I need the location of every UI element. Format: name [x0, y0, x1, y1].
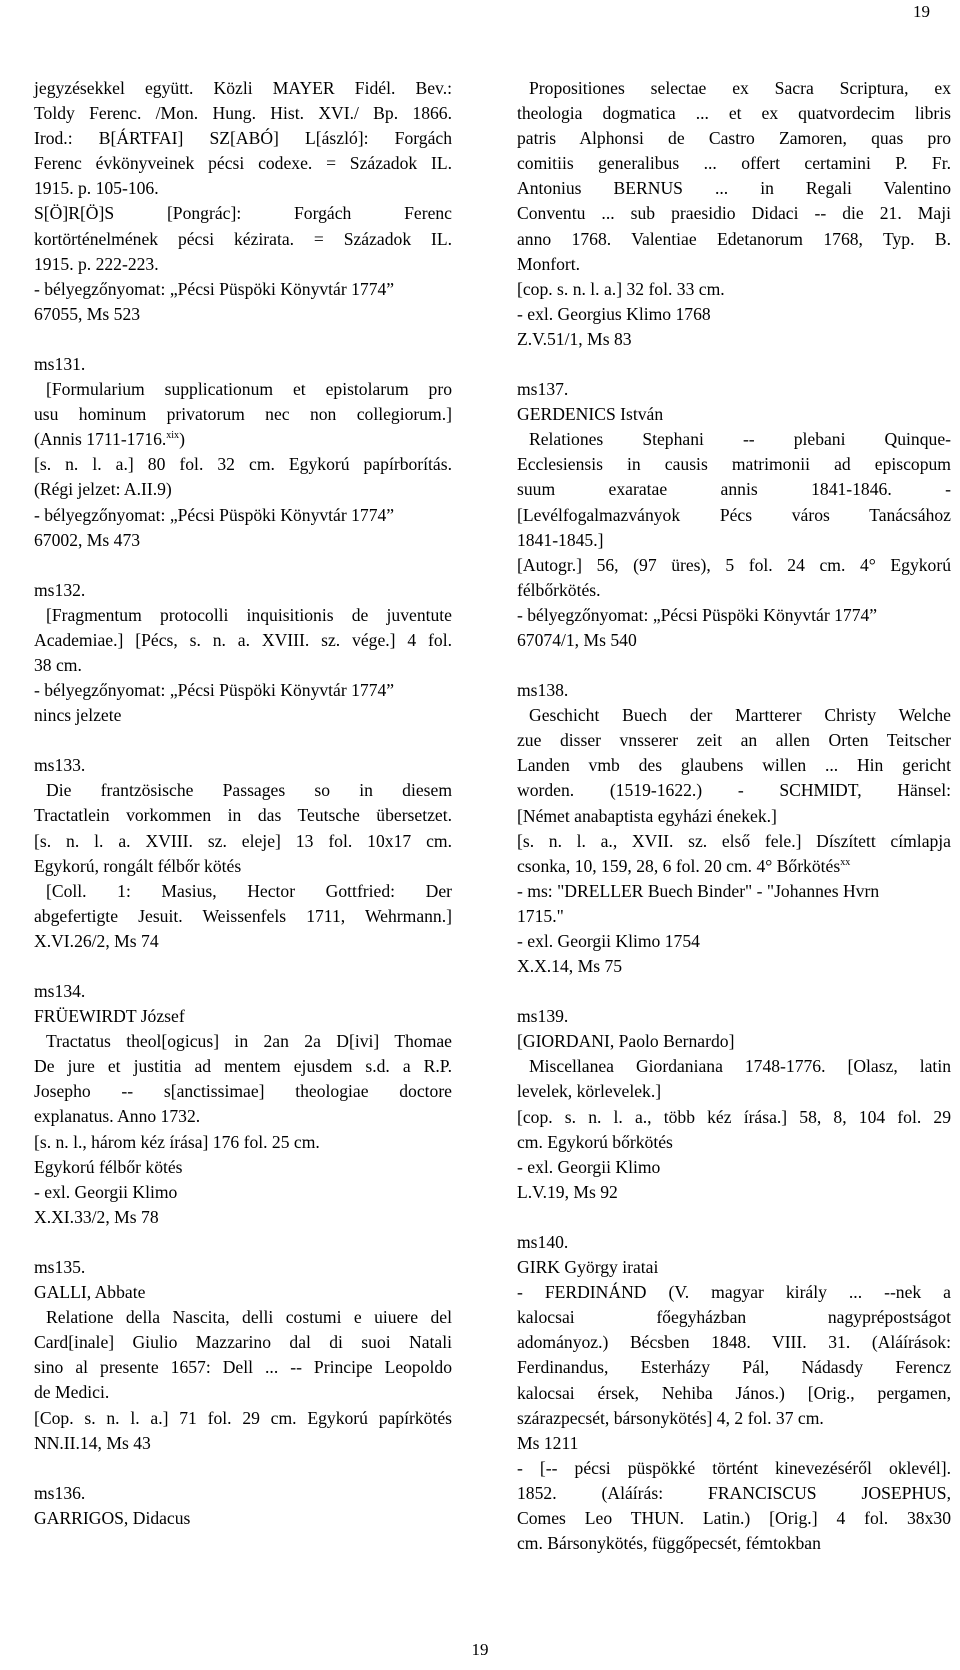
- text-line: kalocsai főegyházban nagyprépostságot: [517, 1307, 951, 1328]
- text-line: Tractatus theol[ogicus] in 2an 2a D[ivi] Thomae: [46, 1031, 452, 1052]
- text-line: adományoz.) Bécsben 1848. VIII. 31. (Aláírások:: [517, 1332, 951, 1353]
- text-line: Miscellanea Giordaniana 1748-1776. [Olasz, latin: [529, 1056, 951, 1077]
- entry-ms131: [34, 352, 452, 553]
- entry-ms136: [34, 1481, 452, 1531]
- text-line: Die frantzösische Passages so in diesem: [46, 780, 452, 801]
- text-line: Ferdinandus, Esterházy Pál, Nádasdy Ferencz: [517, 1357, 951, 1378]
- text-line: GIRK György iratai: [517, 1257, 659, 1278]
- entry-id: ms132.: [34, 579, 86, 600]
- text-line: 38 cm.: [34, 654, 82, 675]
- text-line: 67074/1, Ms 540: [517, 629, 637, 650]
- binding-text: csonka, 10, 159, 28, 6 fol. 20 cm. 4° Bőrkötés: [517, 855, 841, 876]
- text-line: comitiis generalibus ... offert certamini P. Fr.: [517, 153, 951, 174]
- text-line: - [-- pécsi püspökké történt kinevezéséről oklevél].: [517, 1457, 951, 1478]
- text-line: NN.II.14, Ms 43: [34, 1432, 151, 1453]
- text-line: [cop. s. n. l. a.] 32 fol. 33 cm.: [517, 278, 725, 299]
- text-line: [Autogr.] 56, (97 üres), 5 fol. 24 cm. 4° Egykorú: [517, 554, 951, 575]
- text-line: Toldy Ferenc. /Mon. Hung. Hist. XVI./ Bp. 1866.: [34, 103, 452, 124]
- text-line: X.VI.26/2, Ms 74: [34, 930, 159, 951]
- entry-ms140: [517, 1230, 951, 1556]
- entry-id: ms131.: [34, 353, 86, 374]
- text-line: - bélyegzőnyomat: „Pécsi Püspöki Könyvtár 1774”: [34, 680, 395, 701]
- text-line: Egykorú, rongált félbőr kötés: [34, 855, 242, 876]
- entry-id: ms133.: [34, 755, 86, 776]
- text-line: GALLI, Abbate: [34, 1282, 146, 1303]
- text-line: Tractatlein vorkommen in das Teutsche übersetzet.: [34, 805, 452, 826]
- text-line: [GIORDANI, Paolo Bernardo]: [517, 1031, 735, 1052]
- text-line: X.XI.33/2, Ms 78: [34, 1206, 159, 1227]
- entry-ms138: [517, 678, 951, 979]
- text-line: Landen vmb des glaubens willen ... Hin gericht: [517, 755, 951, 776]
- text-line: 1715.": [517, 905, 564, 926]
- text-line: Egykorú félbőr kötés: [34, 1156, 183, 1177]
- text-line: patris Alphonsi de Castro Zamoren, quas pro: [517, 128, 951, 149]
- text-line: theologia dogmatica ... et ex quatvordecim libris: [517, 103, 951, 124]
- text-line: explanatus. Anno 1732.: [34, 1106, 201, 1127]
- entry-id: ms137.: [517, 379, 569, 400]
- text-line: de Medici.: [34, 1382, 110, 1403]
- text-line: 67002, Ms 473: [34, 529, 141, 550]
- text-line: Ms 1211: [517, 1432, 579, 1453]
- text-line: [s. n. l. a., XVII. sz. első fele.] Díszített címlapja: [517, 830, 951, 851]
- text-line: kortörténelmének pécsi kézirata. = Századok IL.: [34, 228, 452, 249]
- text-line: zue disser vnsserer zeit an allen Orten Teitscher: [517, 730, 951, 751]
- text-line: - exl. Georgii Klimo 1754: [517, 931, 700, 951]
- text-line: Ecclesiensis in causis matrimonii ad episcopum: [517, 454, 951, 475]
- text-line: - exl. Georgii Klimo: [517, 1156, 661, 1177]
- footnote-marker: xx: [840, 856, 851, 868]
- text-line: worden. (1519-1622.) - SCHMIDT, Hänsel:: [517, 780, 951, 801]
- text-line: - bélyegzőnyomat: „Pécsi Püspöki Könyvtár 1774”: [517, 604, 878, 625]
- text-line: usu hominum privatorum nec non collegiorum.]: [34, 404, 452, 425]
- entry-id: ms136.: [34, 1482, 86, 1503]
- text-line: [s. n. l. a. XVIII. sz. eleje] 13 fol. 10x17 cm.: [34, 830, 452, 851]
- text-line: anno 1768. Valentiae Edetanorum 1768, Typ. B.: [517, 228, 951, 249]
- text-line: (Régi jelzet: A.II.9): [34, 479, 172, 500]
- text-line: 1915. p. 222-223.: [34, 253, 159, 274]
- text-line: félbőrkötés.: [517, 579, 601, 600]
- text-line: cm. Bársonykötés, függőpecsét, fémtokban: [517, 1533, 821, 1554]
- text-line: [517, 854, 951, 879]
- text-line: De jure et justitia ad mentem ejusdem s.d. a R.P.: [34, 1056, 452, 1077]
- entry-ms137: [517, 377, 951, 653]
- text-line: abgefertigte Jesuit. Weissenfels 1711, Wehrmann.]: [34, 905, 452, 926]
- annis-end: ): [179, 429, 185, 450]
- text-line: Academiae.] [Pécs, s. n. a. XVIII. sz. vége.] 4 fol.: [34, 629, 452, 650]
- text-line: 1841-1845.]: [517, 529, 604, 550]
- annis-text: (Annis 1711-1716.: [34, 429, 167, 450]
- text-line: Irod.: B[ÁRTFAI] SZ[ABÓ] L[ászló]: Forgách: [34, 128, 452, 149]
- text-line: Monfort.: [517, 253, 581, 274]
- text-line: [s. n. l. a.] 80 fol. 32 cm. Egykorú papírborítás.: [34, 454, 452, 475]
- text-line: [Levélfogalmazványok Pécs város Tanácsához: [517, 504, 951, 525]
- text-line: 67055, Ms 523: [34, 303, 141, 324]
- text-line: GERDENICS István: [517, 404, 664, 425]
- entry-id: ms139.: [517, 1006, 569, 1027]
- footnote-marker: xix: [166, 430, 180, 442]
- text-line: Card[inale] Giulio Mazzarino dal di suoi Natali: [34, 1332, 452, 1353]
- text-line: [Cop. s. n. l. a.] 71 fol. 29 cm. Egykorú papírkötés: [34, 1407, 452, 1428]
- entry-ms139: [517, 1004, 951, 1205]
- page-number-top: 19: [913, 2, 930, 21]
- left-column: [34, 76, 452, 1556]
- text-line: GARRIGOS, Didacus: [34, 1507, 191, 1528]
- text-line: Propositiones selectae ex Sacra Scriptura, ex: [529, 78, 951, 98]
- text-line: [cop. s. n. l. a., több kéz írása.] 58, 8, 104 fol. 29: [517, 1106, 951, 1127]
- text-line: - bélyegzőnyomat: „Pécsi Püspöki Könyvtár 1774”: [34, 278, 395, 299]
- intro-entry-right: [517, 76, 951, 352]
- text-line: Z.V.51/1, Ms 83: [517, 328, 632, 349]
- text-line: L.V.19, Ms 92: [517, 1181, 618, 1202]
- text-line: 1852. (Aláírás: FRANCISCUS JOSEPHUS,: [517, 1482, 951, 1503]
- entry-ms132: [34, 578, 452, 729]
- text-line: [Fragmentum protocolli inquisitionis de juventute: [46, 604, 452, 625]
- entry-id: ms140.: [517, 1231, 569, 1252]
- text-line: sino al presente 1657: Dell ... -- Principe Leopoldo: [34, 1357, 452, 1378]
- text-line: - ms: "DRELLER Buech Binder" - "Johannes Hvrn: [517, 880, 880, 901]
- text-line: - bélyegzőnyomat: „Pécsi Püspöki Könyvtár 1774”: [34, 504, 395, 525]
- text-line: - exl. Georgii Klimo: [34, 1181, 178, 1202]
- text-line: cm. Egykorú bőrkötés: [517, 1131, 673, 1152]
- entry-ms135: [34, 1255, 452, 1456]
- intro-entry-left: [34, 76, 452, 327]
- entry-id: ms134.: [34, 981, 86, 1001]
- text-line: Josepho -- s[anctissimae] theologiae doctore: [34, 1081, 452, 1102]
- entry-ms133: [34, 753, 452, 954]
- right-column: [517, 76, 951, 1581]
- entry-id: ms135.: [34, 1256, 86, 1277]
- text-line: Antonius BERNUS ... in Regali Valentino: [517, 178, 951, 199]
- text-line: suum exaratae annis 1841-1846. -: [517, 479, 951, 500]
- text-line: [Formularium supplicationum et epistolarum pro: [46, 379, 452, 400]
- text-line: - FERDINÁND (V. magyar király ... --nek a: [517, 1282, 951, 1303]
- text-line: X.X.14, Ms 75: [517, 956, 623, 977]
- text-line: [Német anabaptista egyházi énekek.]: [517, 805, 777, 826]
- text-line: [34, 427, 452, 452]
- text-line: Ferenc évkönyveinek pécsi codexe. = Századok IL.: [34, 153, 452, 174]
- page-number-bottom: 19: [471, 1640, 489, 1659]
- text-line: Relatione della Nascita, delli costumi e uiuere del: [46, 1307, 452, 1328]
- text-line: FRÜEWIRDT József: [34, 1006, 185, 1027]
- entry-ms134: [34, 979, 452, 1230]
- text-line: kalocsai érsek, Nehiba János.) [Orig., pergamen,: [517, 1382, 951, 1403]
- text-line: [s. n. l., három kéz írása] 176 fol. 25 cm.: [34, 1131, 320, 1152]
- text-line: nincs jelzete: [34, 705, 122, 726]
- text-line: Geschicht Buech der Martterer Christy Welche: [529, 705, 951, 726]
- text-line: Conventu ... sub praesidio Didaci -- die 21. Maji: [517, 203, 951, 224]
- entry-id: ms138.: [517, 680, 569, 701]
- text-line: szárazpecsét, bársonykötés] 4, 2 fol. 37 cm.: [517, 1407, 824, 1428]
- text-line: Relationes Stephani -- plebani Quinque-: [529, 429, 951, 450]
- text-line: levelek, körlevelek.]: [517, 1081, 662, 1102]
- text-line: Comes Leo THUN. Latin.) [Orig.] 4 fol. 38x30: [517, 1507, 951, 1528]
- text-line: 1915. p. 105-106.: [34, 178, 159, 199]
- text-line: [Coll. 1: Masius, Hector Gottfried: Der: [46, 880, 452, 901]
- text-line: - exl. Georgius Klimo 1768: [517, 303, 711, 324]
- text-line: jegyzésekkel együtt. Közli MAYER Fidél. Bev.:: [34, 78, 452, 98]
- text-line: S[Ö]R[Ö]S [Pongrác]: Forgách Ferenc: [34, 203, 452, 224]
